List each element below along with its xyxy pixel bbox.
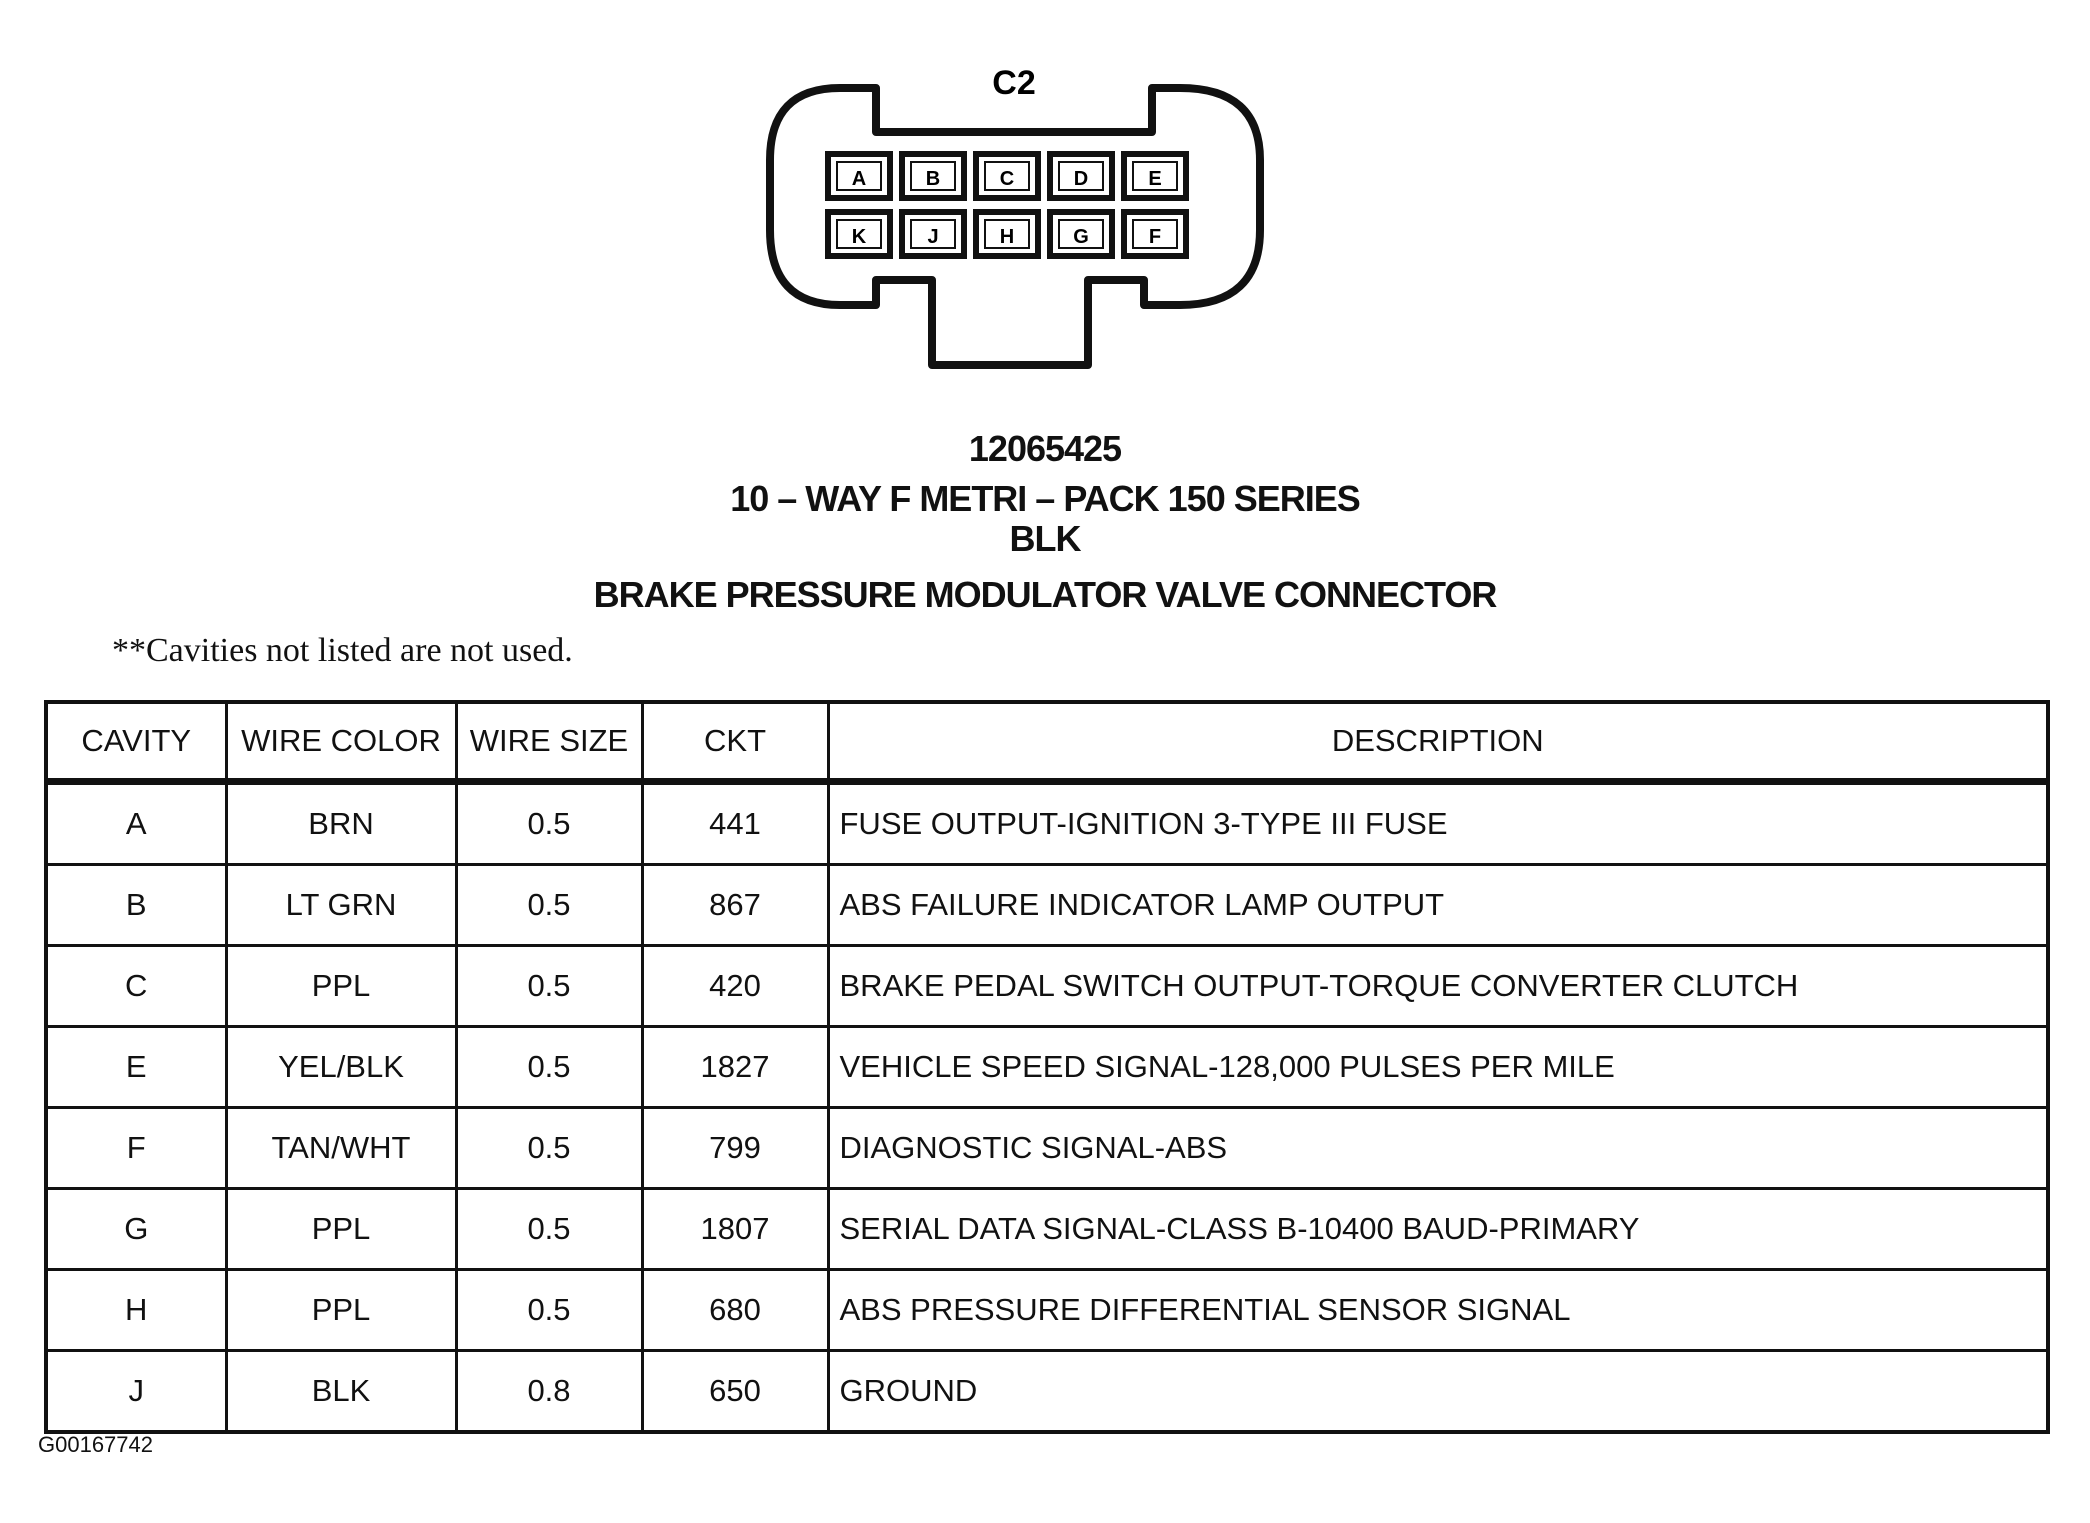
table-row — [46, 1351, 2048, 1433]
connector-color: BLK — [1009, 518, 1081, 559]
cell-cavity: J — [46, 1351, 226, 1433]
connector-label: C2 — [992, 64, 1036, 102]
figure-id: G00167742 — [38, 1432, 153, 1457]
cavity-pin-label: E — [1148, 168, 1162, 190]
column-header-description: DESCRIPTION — [828, 702, 2048, 782]
cell-wire-size: 0.5 — [456, 1189, 642, 1270]
cavity-pin-label: H — [999, 226, 1015, 248]
unused-cavities-note: **Cavities not listed are not used. — [112, 632, 573, 669]
cell-ckt: 650 — [642, 1351, 828, 1433]
part-number: 12065425 — [968, 428, 1122, 469]
cell-cavity: C — [46, 946, 226, 1027]
cell-ckt: 799 — [642, 1108, 828, 1189]
cell-description: BRAKE PEDAL SWITCH OUTPUT-TORQUE CONVERTER CLUTCH — [828, 946, 2048, 1027]
cell-wire-size: 0.8 — [456, 1351, 642, 1433]
cell-wire-size: 0.5 — [456, 865, 642, 946]
cell-description: FUSE OUTPUT-IGNITION 3-TYPE III FUSE — [828, 782, 2048, 865]
cavity-table — [44, 700, 2050, 1434]
connector-series: 10 – WAY F METRI – PACK 150 SERIES — [730, 478, 1360, 519]
cavity-pin-label: K — [851, 226, 867, 248]
cell-ckt: 441 — [642, 782, 828, 865]
cavity-pin-label: J — [927, 226, 939, 248]
cell-ckt: 867 — [642, 865, 828, 946]
cell-wire-size: 0.5 — [456, 1108, 642, 1189]
column-header-wire-color: WIRE COLOR — [226, 702, 456, 782]
cell-wire-color: PPL — [226, 946, 456, 1027]
cell-ckt: 680 — [642, 1270, 828, 1351]
cell-wire-color: PPL — [226, 1270, 456, 1351]
cell-wire-color: BRN — [226, 782, 456, 865]
cell-wire-color: BLK — [226, 1351, 456, 1433]
cell-cavity: B — [46, 865, 226, 946]
table-row — [46, 1108, 2048, 1189]
cell-description: SERIAL DATA SIGNAL-CLASS B-10400 BAUD-PRIMARY — [828, 1189, 2048, 1270]
cell-wire-color: LT GRN — [226, 865, 456, 946]
table-row — [46, 782, 2048, 865]
cell-cavity: G — [46, 1189, 226, 1270]
cell-ckt: 420 — [642, 946, 828, 1027]
connector-name: BRAKE PRESSURE MODULATOR VALVE CONNECTOR — [593, 574, 1497, 615]
cell-ckt: 1807 — [642, 1189, 828, 1270]
table-row — [46, 946, 2048, 1027]
cell-cavity: A — [46, 782, 226, 865]
connector-diagram — [760, 60, 1280, 390]
cell-cavity: E — [46, 1027, 226, 1108]
table-row — [46, 1189, 2048, 1270]
column-header-wire-size: WIRE SIZE — [456, 702, 642, 782]
table-row — [46, 865, 2048, 946]
table-row — [46, 1270, 2048, 1351]
cell-wire-size: 0.5 — [456, 946, 642, 1027]
cell-wire-size: 0.5 — [456, 1270, 642, 1351]
cell-wire-size: 0.5 — [456, 1027, 642, 1108]
cavity-pin-label: F — [1148, 226, 1162, 248]
cell-description: VEHICLE SPEED SIGNAL-128,000 PULSES PER MILE — [828, 1027, 2048, 1108]
cell-wire-color: YEL/BLK — [226, 1027, 456, 1108]
cavity-pin-label: C — [999, 168, 1015, 190]
cell-cavity: F — [46, 1108, 226, 1189]
cavity-pin-label: A — [851, 168, 867, 190]
cell-cavity: H — [46, 1270, 226, 1351]
table-header-row — [46, 702, 2048, 782]
column-header-ckt: CKT — [642, 702, 828, 782]
cavity-pin-label: G — [1073, 226, 1089, 248]
cell-description: GROUND — [828, 1351, 2048, 1433]
cell-wire-size: 0.5 — [456, 782, 642, 865]
cell-description: DIAGNOSTIC SIGNAL-ABS — [828, 1108, 2048, 1189]
cell-wire-color: TAN/WHT — [226, 1108, 456, 1189]
cavity-pin-label: D — [1073, 168, 1089, 190]
cell-wire-color: PPL — [226, 1189, 456, 1270]
cavity-pin-label: B — [925, 168, 941, 190]
column-header-cavity: CAVITY — [46, 702, 226, 782]
table-row — [46, 1027, 2048, 1108]
cell-description: ABS FAILURE INDICATOR LAMP OUTPUT — [828, 865, 2048, 946]
cell-description: ABS PRESSURE DIFFERENTIAL SENSOR SIGNAL — [828, 1270, 2048, 1351]
cell-ckt: 1827 — [642, 1027, 828, 1108]
